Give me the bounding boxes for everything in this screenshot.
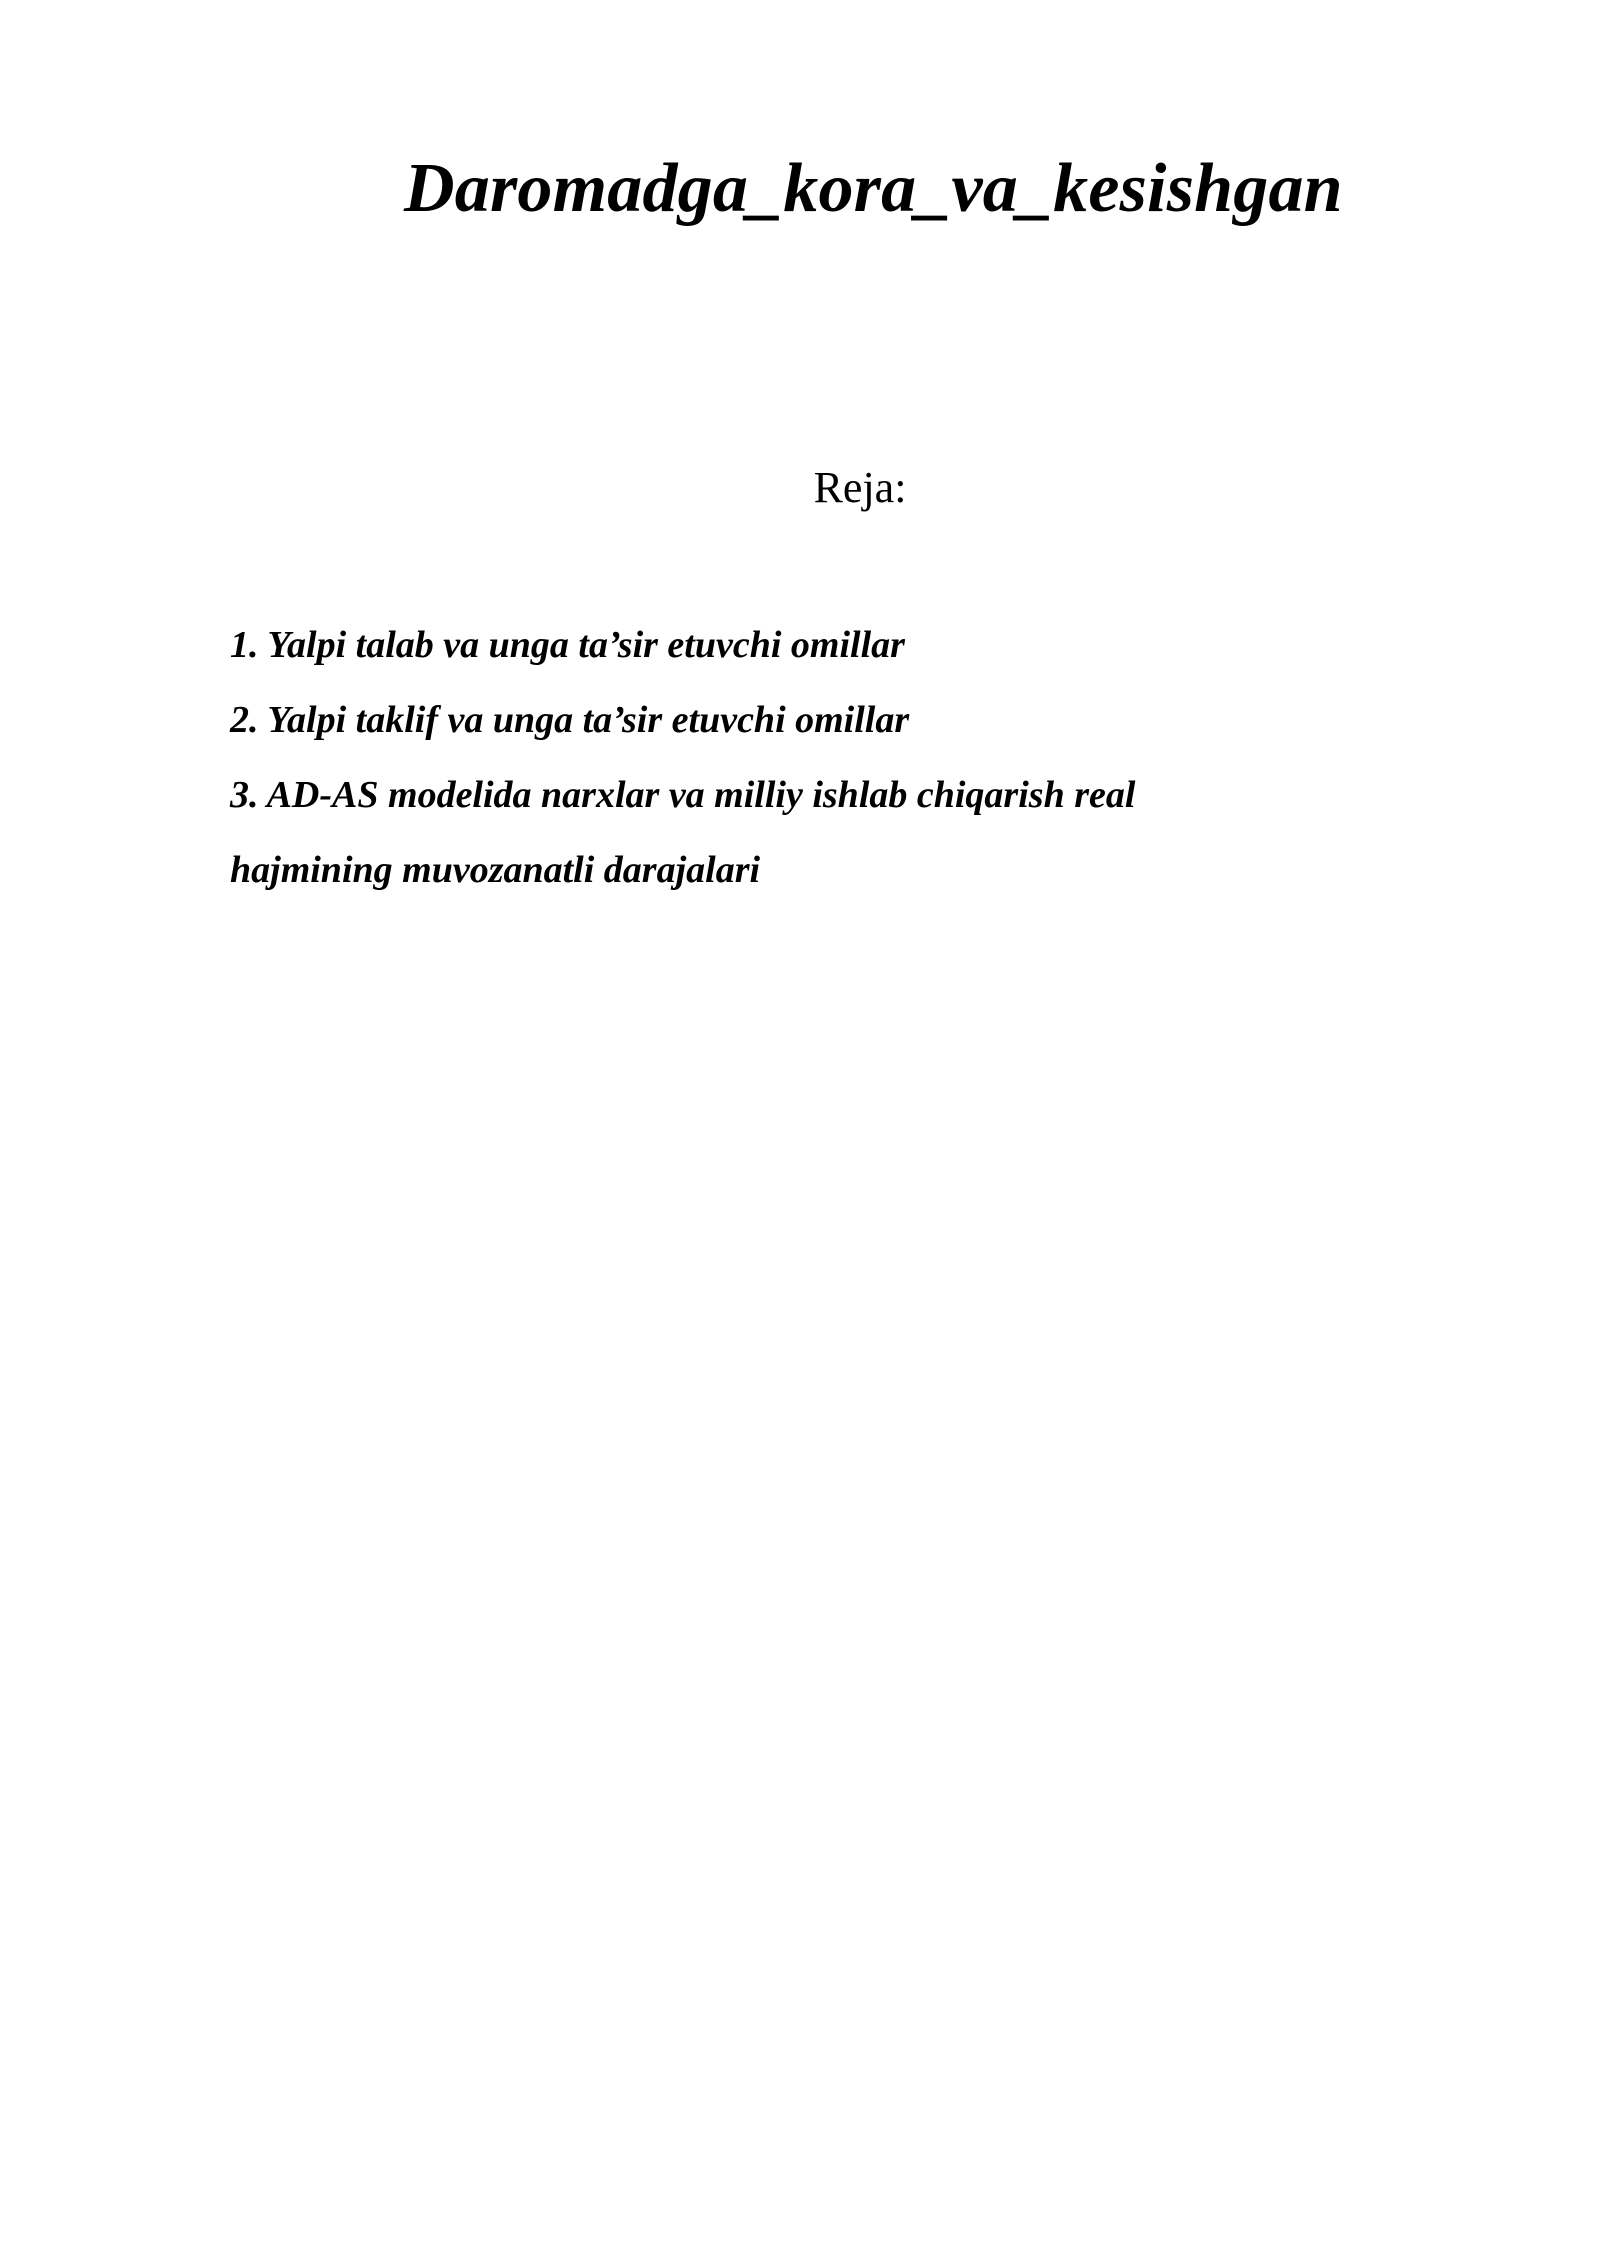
plan-list [230, 608, 1390, 908]
plan-heading: Reja: [813, 463, 907, 512]
document-title: Daromadga_kora_va_kesishgan [404, 150, 1343, 227]
plan-item: 2. Yalpi taklif va unga ta’sir etuvchi omillar [230, 699, 910, 741]
plan-item: 1. Yalpi talab va unga ta’sir etuvchi omillar [230, 624, 905, 666]
plan-item: hajmining muvozanatli darajalari [230, 849, 761, 891]
plan-item: 3. AD-AS modelida narxlar va milliy ishlab chiqarish real [230, 774, 1136, 816]
